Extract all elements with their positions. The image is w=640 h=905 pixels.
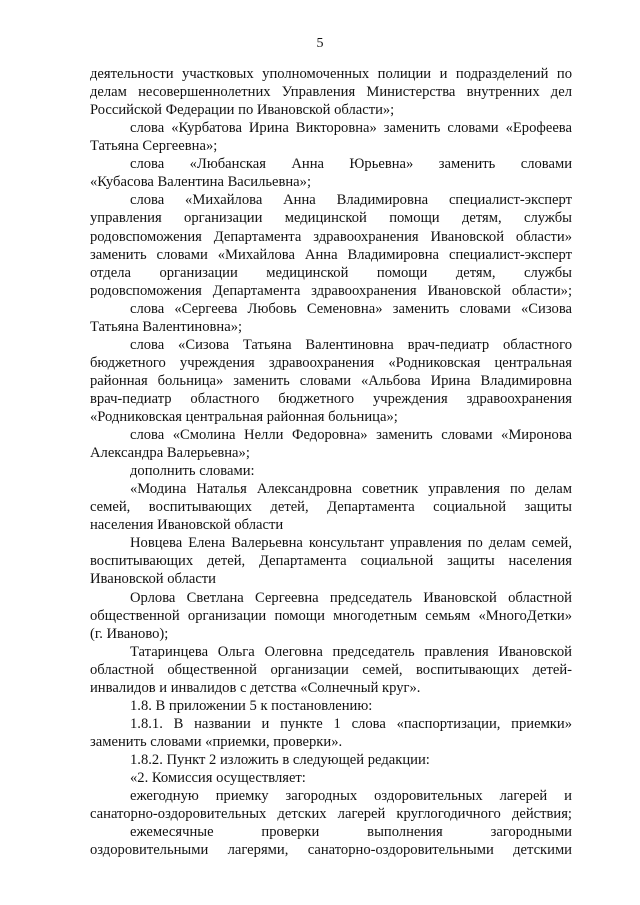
text-line: «Кубасова Валентина Васильевна»; [90, 174, 312, 191]
text-line: семей, воспитывающих детей, Департамента социальной защиты [90, 499, 572, 516]
text-line: родовспоможения Департамента здравоохранения Ивановской области» [90, 228, 572, 245]
text-line: слова «Курбатова Ирина Викторовна» заменить словами «Ерофеева [130, 120, 572, 137]
text-line: 1.8.1. В названии и пункте 1 слова «паспортизации, приемки» [130, 715, 572, 732]
text-line: ежемесячные проверки выполнения загородными [130, 824, 572, 841]
text-line: воспитывающих детей, Департамента социальной защиты населения [90, 553, 572, 570]
text-line: общественной организации помощи многодетным семьям «МногоДетки» [90, 607, 572, 624]
text-line: Татьяна Сергеевна»; [90, 138, 218, 155]
text-line: отдела организации медицинской помощи детям, службы [90, 264, 572, 281]
text-line: бюджетного учреждения здравоохранения «Родниковская центральная [90, 354, 572, 371]
text-line: слова «Сизова Татьяна Валентиновна врач-педиатр областного [130, 336, 572, 353]
text-line: Татаринцева Ольга Олеговна председатель правления Ивановской [130, 643, 572, 660]
text-line: ежегодную приемку загородных оздоровительных лагерей и [130, 788, 572, 804]
text-line: «2. Комиссия осуществляет: [130, 770, 306, 786]
text-line: Новцева Елена Валерьевна консультант управления по делам семей, [130, 535, 572, 552]
text-line: районная больница» заменить словами «Альбова Ирина Владимировна [90, 372, 572, 389]
text-line: управления организации медицинской помощи детям, службы [90, 210, 572, 227]
text-line: делам несовершеннолетних Управления Министерства внутренних дел [90, 84, 572, 100]
text-line: слова «Сергеева Любовь Семеновна» заменить словами «Сизова [130, 300, 572, 317]
text-line: слова «Михайлова Анна Владимировна специалист-эксперт [130, 192, 572, 209]
text-line: (г. Иваново); [90, 625, 169, 642]
page-number: 5 [316, 36, 324, 51]
text-line: Орлова Светлана Сергеевна председатель Ивановской областной [130, 589, 572, 606]
text-line: Ивановской области [90, 571, 216, 588]
text-line: Татьяна Валентиновна»; [90, 318, 243, 335]
text-line: слова «Любанская Анна Юрьевна» заменить словами [130, 156, 572, 173]
text-line: санаторно-оздоровительных детских лагерей круглогодичного действия; [90, 806, 572, 823]
text-line: деятельности участковых уполномоченных полиции и подразделений по [90, 66, 572, 82]
text-line: заменить словами «приемки, проверки». [90, 733, 343, 750]
text-line: «Модина Наталья Александровна советник управления по делам [130, 481, 572, 498]
text-line: 1.8. В приложении 5 к постановлению: [130, 697, 373, 714]
text-line: слова «Смолина Нелли Федоровна» заменить словами «Миронова [130, 427, 572, 443]
text-line: 1.8.2. Пункт 2 изложить в следующей редакции: [130, 751, 430, 768]
text-line: родовспоможения Департамента здравоохранения Ивановской области»; [90, 282, 572, 299]
text-line: врач-педиатр областного бюджетного учреждения здравоохранения [90, 390, 572, 407]
text-line: оздоровительными лагерями, санаторно-оздоровительными детскими [90, 842, 572, 859]
text-line: дополнить словами: [130, 463, 255, 480]
text-line: населения Ивановской области [90, 517, 284, 534]
text-line: «Родниковская центральная районная больница»; [90, 408, 398, 425]
text-line: инвалидов и инвалидов с детства «Солнечный круг». [90, 679, 421, 696]
text-line: Александра Валерьевна»; [90, 445, 250, 462]
text-line: Российской Федерации по Ивановской области»; [90, 102, 395, 119]
text-line: заменить словами «Михайлова Анна Владимировна специалист-эксперт [90, 246, 572, 263]
text-line: областной общественной организации семей, воспитывающих детей- [90, 661, 572, 678]
